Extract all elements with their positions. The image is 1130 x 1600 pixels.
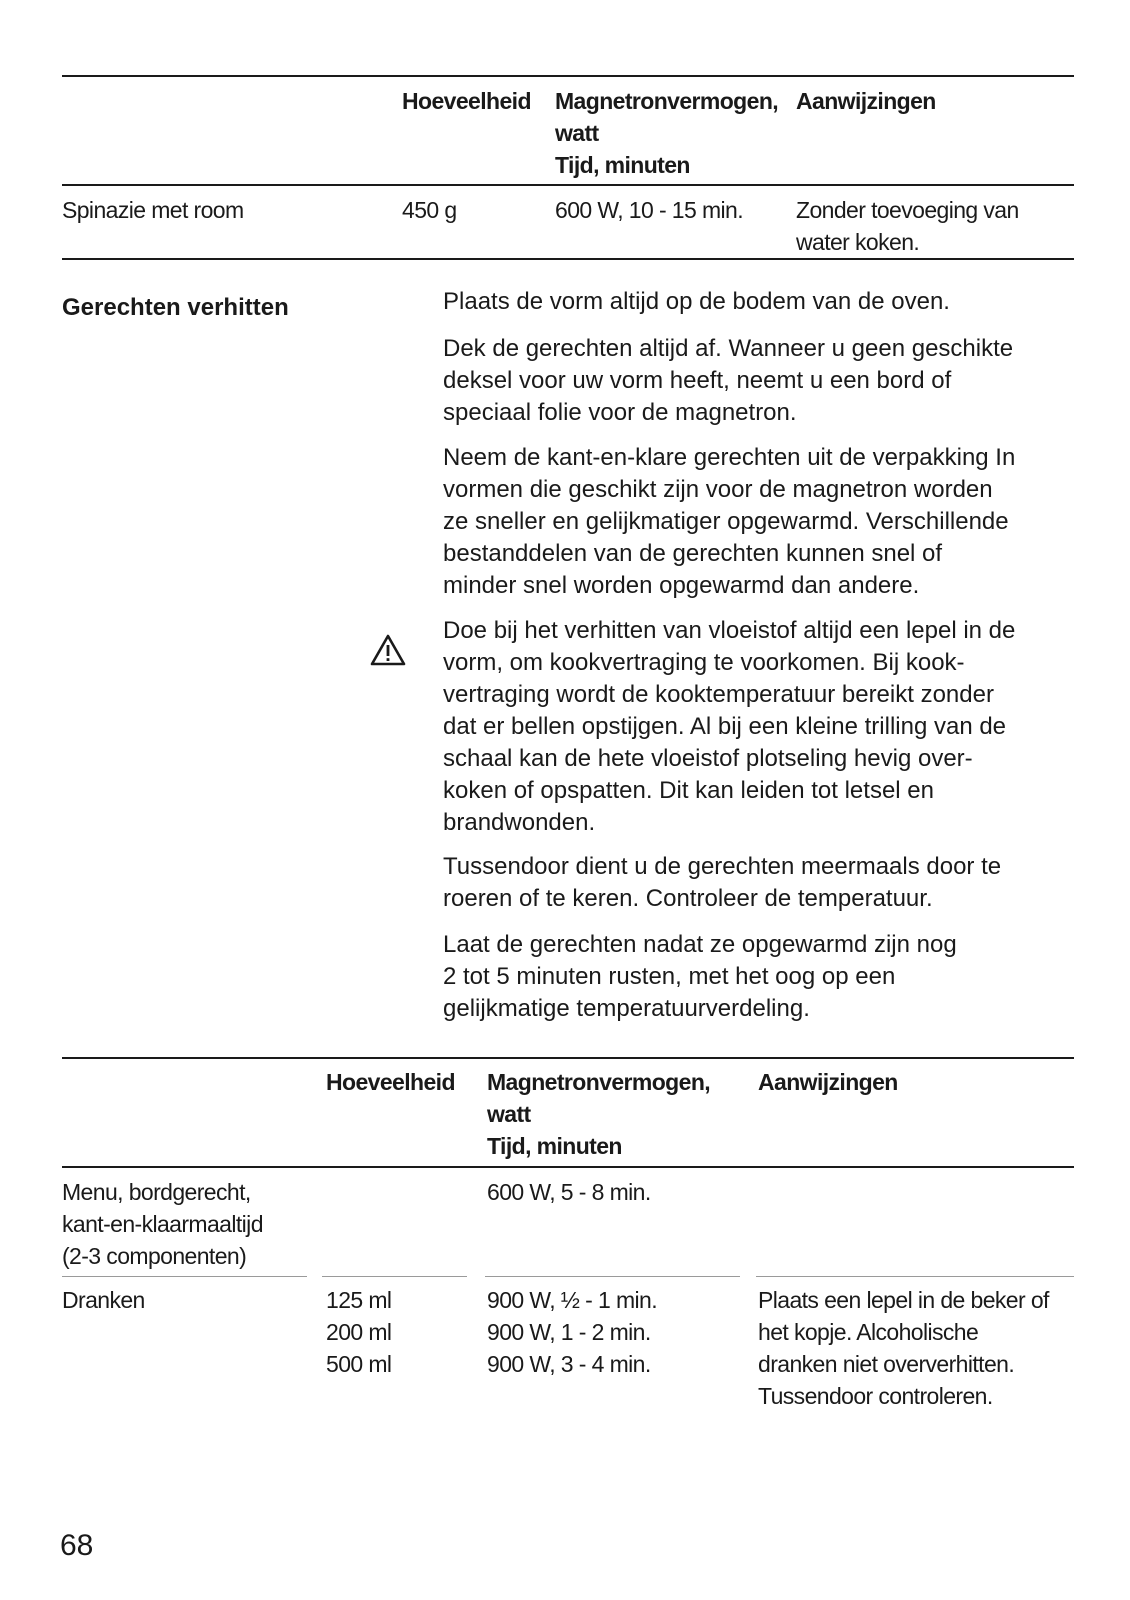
table1-header-magnetron: Magnetronvermogen, watt Tijd, minuten [555,88,779,178]
table2-header-hoeveelheid: Hoeveelheid [326,1069,455,1095]
table1-cell-magnetron: 600 W, 10 - 15 min. [555,197,744,223]
row-separator [485,1276,740,1277]
table1-header-rule [62,184,1074,186]
table2-top-rule [62,1057,1074,1059]
table1-header-hoeveelheid: Hoeveelheid [402,88,531,114]
table2-row2-hoeveelheid: 125 ml 200 ml 500 ml [326,1287,392,1377]
table1-header-aanwijzingen: Aanwijzingen [796,88,936,114]
table2-header-magnetron: Magnetronvermogen, watt Tijd, minuten [487,1069,711,1159]
warning-triangle-icon [370,634,406,666]
table1-top-rule [62,75,1074,77]
table2-header-aanwijzingen: Aanwijzingen [758,1069,898,1095]
paragraph-5: Tussendoor dient u de gerechten meermaals door te roeren of te keren. Controleer de temperatuur. [443,853,1002,912]
row-separator [756,1276,1074,1277]
table2-row1-gerecht: Menu, bordgerecht, kant-en-klaarmaaltijd (2-3 componenten) [62,1179,263,1269]
row-separator [322,1276,467,1277]
paragraph-6: Laat de gerechten nadat ze opgewarmd zijn nog 2 tot 5 minuten rusten, met het oog op een gelijkmatige temperatuurverdeling. [443,931,957,1022]
table1-bottom-rule [62,258,1074,260]
table2-row1-magnetron: 600 W, 5 - 8 min. [487,1179,651,1205]
table1-cell-gerecht: Spinazie met room [62,197,244,223]
table2-row2-aanwijzingen: Plaats een lepel in de beker of het kopje. Alcoholische dranken niet oververhitten. Tussendoor controleren. [758,1287,1049,1409]
row-separator [62,1276,307,1277]
paragraph-1: Plaats de vorm altijd op de bodem van de oven. [443,288,950,315]
section-heading: Gerechten verhitten [62,294,289,321]
page-number: 68 [60,1529,94,1562]
table2-header-rule [62,1166,1074,1168]
table2-row2-magnetron: 900 W, ½ - 1 min. 900 W, 1 - 2 min. 900 W, 3 - 4 min. [487,1287,658,1377]
table1-cell-hoeveelheid: 450 g [402,197,457,223]
table2-row2-gerecht: Dranken [62,1287,145,1313]
paragraph-warning: Doe bij het verhitten van vloeistof altijd een lepel in de vorm, om kookvertraging te voorkomen. Bij kook- vertraging wordt de kooktemperatuur bereikt zonder dat er bellen opstijgen. Al bij een kleine trilling van de schaal kan de hete vloeistof plotseling hevig over- koken of opspatten. Dit kan leiden tot letsel en brandwonden. [443,617,1016,836]
table1-cell-aanwijzingen: Zonder toevoeging van water koken. [796,197,1019,255]
paragraph-3: Neem de kant-en-klare gerechten uit de verpakking In vormen die geschikt zijn voor de magnetron worden ze sneller en gelijkmatiger opgewarmd. Verschillende bestanddelen van de gerechten kunnen snel of minder snel worden opgewarmd dan andere. [443,444,1016,599]
paragraph-2: Dek de gerechten altijd af. Wanneer u geen geschikte deksel voor uw vorm heeft, neemt u een bord of speciaal folie voor de magnetron. [443,335,1014,426]
